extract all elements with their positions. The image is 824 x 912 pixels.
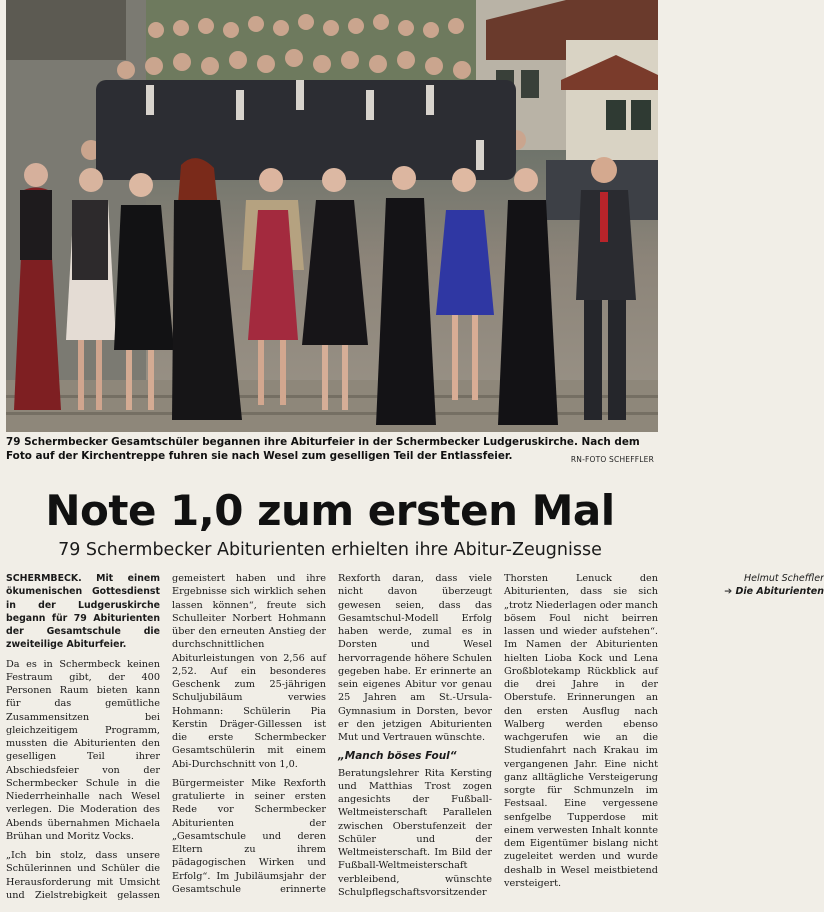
- subheadline: 79 Schermbecker Abiturienten erhielten ihre Abitur-Zeugnisse: [58, 540, 602, 560]
- group-photo: [6, 0, 658, 432]
- article-paragraph: „Ich bin stolz, dass unsere Schülerinnen und Schüler die Herausforderung mit Umsicht und Zielstrebigkeit gelassen gemeistert haben und ihre Ergebnisse sich wirklich sehen lassen können“, freute sich Schulleiter Norbert Hohmann über den erneuten Anstieg der durchschnittlichen Abiturleistungen von 2,56 auf 2,52. Auf ein besonderes Geschenk zum 25-jährigen Schuljubiläum verwies Hohmann: Schülerin Pia Kerstin Dräger-Gillessen ist die erste Schermbecker Gesamtschülerin mit einem Abi-Durchschnitt von 1,0.: [6, 573, 326, 901]
- article-paragraph: Bürgermeister Mike Rexforth gratulierte in seiner ersten Rede vor Schermbecker Abiturienten der „Gesamtschule und deren Eltern zu ihrem pädagogischen Wirken und Erfolg“. Im Jubiläumsjahr der Gesamtschule erinnerte Rexforth daran, dass viele nicht davon überzeugt gewesen seien, dass das Gesamtschul-Modell Erfolg haben werde, zumal es in Dorsten und Wesel hervorragende höhere Schulen gegeben habe. Er erinnerte an sein eigenes Abitur vor genau 25 Jahren am St.-Ursula-Gymnasium in Dorsten, bevor er den jetzigen Abiturienten Mut und Vertrauen wünschte.: [172, 573, 492, 895]
- author-name: Helmut Scheffler: [743, 573, 824, 584]
- lead-text: Mit einem ökumenischen Gottesdienst in der Ludgeruskirche begann für 79 Abiturienten der Gesamtschule die zweiteilige Abiturfeier.: [6, 573, 160, 651]
- photo-caption: 79 Schermbecker Gesamtschüler begannen ihre Abiturfeier in der Schermbecker Ludgeruskirche. Nach dem Foto auf der Kirchentreppe fuhren sie nach Wesel zum geselligen Teil der Entlassfeier.: [6, 436, 640, 462]
- arrow-right-icon: ➔: [724, 586, 733, 598]
- article-lead: [6, 572, 160, 652]
- article-subheading: „Manch böses Foul“: [338, 750, 457, 763]
- cross-reference-label: Die Abiturienten: [735, 586, 824, 598]
- cross-reference: [670, 585, 824, 598]
- photo-credit: RN-FOTO SCHEFFLER: [570, 455, 654, 464]
- group-photo-icon: [6, 0, 658, 432]
- dateline: SCHERMBECK.: [6, 573, 82, 584]
- article-body: [6, 572, 824, 908]
- article-paragraph: Da es in Schermbeck keinen Festraum gibt, der 400 Personen Raum bieten kann für das gemütliche Zusammensitzen bei gleichzeitigem Programm, mussten die Abiturienten den geselligen Teil ihrer Abschiedsfeier von der Schermbecker Schule in die Niederrheinhalle nach Wesel verlegen. Die Moderation des Abends übernahmen Michaela Brühan und Moritz Vocks.: [6, 658, 160, 842]
- article-paragraph: Beratungslehrer Rita Kersting und Matthias Trost zogen angesichts der Fußball-Weltmeisterschaft Parallelen zwischen Oberstufenzeit der Schüler und der Weltmeisterschaft. Im Bild der Fußball-Weltmeisterschaft verbleibend, wünschte Schulpflegschaftsvorsitzender Thorsten Lenuck den Abiturienten, dass sie sich „trotz Niederlagen oder manch bösem Foul nicht beirren lassen und wieder aufstehen“. Im Namen der Abiturienten hielten Lioba Kock und Lena Großblotekamp Rückblick auf die drei Jahre in der Oberstufe. Erinnerungen an den ersten Ausflug nach Walberg werden ebenso wachgerufen wie an die Studienfahrt nach Krakau im vergangenen Jahr. Eine nicht ganz alltägliche Versteigerung sorgte für Schmunzeln im Festsaal. Eine vergessene senfgelbe Tupperdose mit einem verwesten Inhalt konnte dem Eigentümer bislang nicht zugeleitet werden und wurde deshalb in Wesel meistbietend versteigert.: [338, 573, 658, 898]
- headline: Note 1,0 zum ersten Mal: [45, 486, 615, 535]
